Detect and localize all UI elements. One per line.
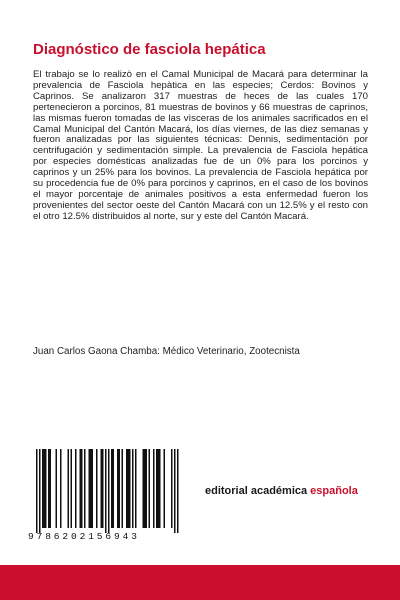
barcode-bar: [71, 449, 73, 528]
barcode-bar: [81, 449, 83, 528]
barcode-bar: [42, 449, 44, 528]
barcode-bar: [60, 449, 62, 528]
barcode-bar: [158, 449, 160, 528]
barcode-bar: [105, 449, 107, 533]
publisher-name: editorial académica: [205, 485, 311, 497]
barcode-bar: [102, 449, 104, 528]
isbn-number: 9786202156943: [28, 531, 140, 542]
barcode-bar: [177, 449, 179, 533]
barcode-bar: [149, 449, 151, 528]
barcode-bar: [128, 449, 130, 528]
barcode-bar: [119, 449, 121, 528]
isbn-barcode: [28, 449, 186, 542]
barcode-bar: [68, 449, 70, 528]
barcode-bar: [156, 449, 158, 528]
barcode-bar: [44, 449, 46, 528]
barcode-bar: [129, 449, 131, 528]
publisher-name-accent: española: [310, 485, 358, 497]
barcode-bar: [48, 449, 50, 528]
barcode-bar: [117, 449, 119, 528]
barcode-bar: [80, 449, 82, 528]
barcode-bar: [153, 449, 155, 528]
bottom-color-band: [0, 565, 400, 600]
barcode-bar: [126, 449, 128, 528]
publisher-logo: [205, 485, 385, 498]
book-description: El trabajo se lo realizò en el Camal Municipal de Macará para determinar la prevalencia de Fasciola hepàtica en las especies; Cerdos: Bovinos y Caprinos. Se analizaron 317 muestras de heces de las cuales 170 pertenecieron a porcinos, 81 muestras de bovinos y 66 muestras de caprinos, las mismas fueron tomadas de las vìsceras de los animales sacrificados en el Camal Municipal del Cantón Macará, los días viernes, de las diez semanas y fueron analizadas por las siguientes técnicas: Dennis, sedimentación por centrifugación y sedimentación simple. La prevalencia de Fasciola hepática por especies domésticas analizadas fue de un 0% para los porcinos y caprinos y un 25% para los bovinos. La prevalencia de Fasciola hepática por su procedencia fue de 0% para porcinos y caprinos, en el caso de los bovinos el mayor porcentaje de animales positivos a esta enfermedad fueron los provenientes del sector oeste del Cantón Macará con un 12.5% y el resto con el otro 12.5% distribuidos al norte, sur y este del Cantón Macará.: [33, 69, 368, 222]
barcode-bar: [50, 449, 52, 528]
barcode-bar: [113, 449, 115, 528]
barcode-bar: [143, 449, 145, 528]
barcode-bar: [144, 449, 146, 528]
barcode-bar: [89, 449, 91, 528]
barcode-bar: [92, 449, 94, 528]
barcode-bar: [111, 449, 113, 528]
barcode-bar: [159, 449, 161, 528]
barcode-bar: [108, 449, 110, 533]
barcode-bar: [171, 449, 173, 528]
barcode-bar: [135, 449, 137, 528]
barcode-bar: [39, 449, 41, 533]
barcode-bar: [84, 449, 86, 528]
barcode-bar: [45, 449, 47, 528]
barcode-bar: [96, 449, 98, 528]
barcode-bar: [174, 449, 176, 533]
barcode-bar: [132, 449, 134, 528]
barcode-bar: [75, 449, 77, 528]
barcode-bar: [122, 449, 124, 528]
barcode-bar: [146, 449, 148, 528]
book-title: Diagnóstico de fasciola hepática: [33, 41, 266, 58]
barcode-graphic: [28, 449, 186, 533]
barcode-bar: [90, 449, 92, 528]
barcode-bar: [36, 449, 38, 533]
barcode-bar: [56, 449, 58, 528]
barcode-bar: [164, 449, 166, 528]
barcode-bar: [101, 449, 103, 528]
author-line: Juan Carlos Gaona Chamba: Médico Veterinario, Zootecnista: [33, 346, 300, 357]
